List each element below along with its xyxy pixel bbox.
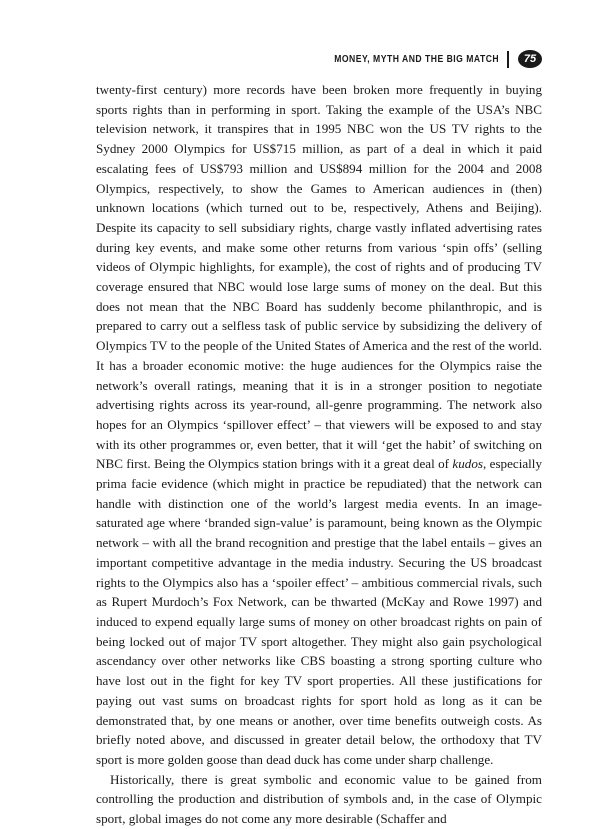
body-text	[96, 80, 542, 829]
paragraph-2-text: Historically, there is great symbolic and economic value to be gained from controlling the production and distribution of symbols and, in the case of Olympic sport, global images do not come any more desirable (Schaffer and	[96, 771, 542, 827]
paragraph-1	[96, 80, 542, 770]
paragraph-1-text-b: , especially prima facie evidence (which might in practice be repudiated) that the network can handle with distinction one of the world’s largest media events. In an image-saturated age where ‘branded sign-value’ is paramount, being known as the Olympic network – with all the brand recognition and prestige that the label entails – gives an important competitive advantage in the media industry. Securing the US broadcast rights to the Olympics also has a ‘spoiler effect’ – ambitious commercial rivals, such as Rupert Murdoch’s Fox Network, can be thwarted (McKay and Rowe 1997) and induced to expend equally large sums of money on other broadcast rights on pain of being locked out of major TV sport altogether. They might also gain psychological ascendancy over other networks like CBS boasting a strong sporting culture who have lost out in the fight for key TV sport properties. All these justifications for paying out vast sums on broadcast rights for sport hold as long as it can be demonstrated that, by one means or another, over time benefits outweigh costs. As briefly noted above, and discussed in greater detail below, the orthodoxy that TV sport is more golden goose than dead duck has come under sharp challenge.	[96, 456, 542, 767]
running-head	[96, 48, 542, 70]
paragraph-2	[96, 770, 542, 829]
paragraph-1-text-a: twenty-first century) more records have been broken more frequently in buying sports rights than in performing in sport. Taking the example of the USA’s NBC television network, it transpires that in 1995 NBC won the US TV rights to the Sydney 2000 Olympics for US$715 million, as part of a deal in which it paid escalating fees of US$793 million and US$894 million for the 2004 and 2008 Olympics, respectively, to show the Games to American audiences in (then) unknown locations (which turned out to be, respectively, Athens and Beijing). Despite its capacity to sell subsidiary rights, charge vastly inflated advertising rates during key events, and make some other returns from various ‘spin offs’ (selling videos of Olympic highlights, for example), the cost of rights and of producing TV coverage ensured that NBC would lose large sums of money on the deal. But this does not mean that the NBC Board has suddenly become philanthropic, and is prepared to carry out a selfless task of public service by subsidizing the delivery of Olympics TV to the people of the United States of America and the rest of the world. It has a broader economic motive: the huge audiences for the Olympics raise the network’s overall ratings, meaning that it is in a stronger position to negotiate advertising rights across its year-round, all-genre programming. The network also hopes for an Olympics ‘spillover effect’ – that viewers will be exposed to and stay with its other programmes or, even better, that it will ‘get the habit’ of switching on NBC first. Being the Olympics station brings with it a great deal of	[96, 82, 542, 472]
paragraph-1-italic-kudos: kudos	[452, 456, 483, 472]
running-head-title: MONEY, MYTH AND THE BIG MATCH	[334, 53, 499, 65]
running-head-divider	[507, 51, 509, 68]
page-number-badge: 75	[518, 50, 542, 68]
